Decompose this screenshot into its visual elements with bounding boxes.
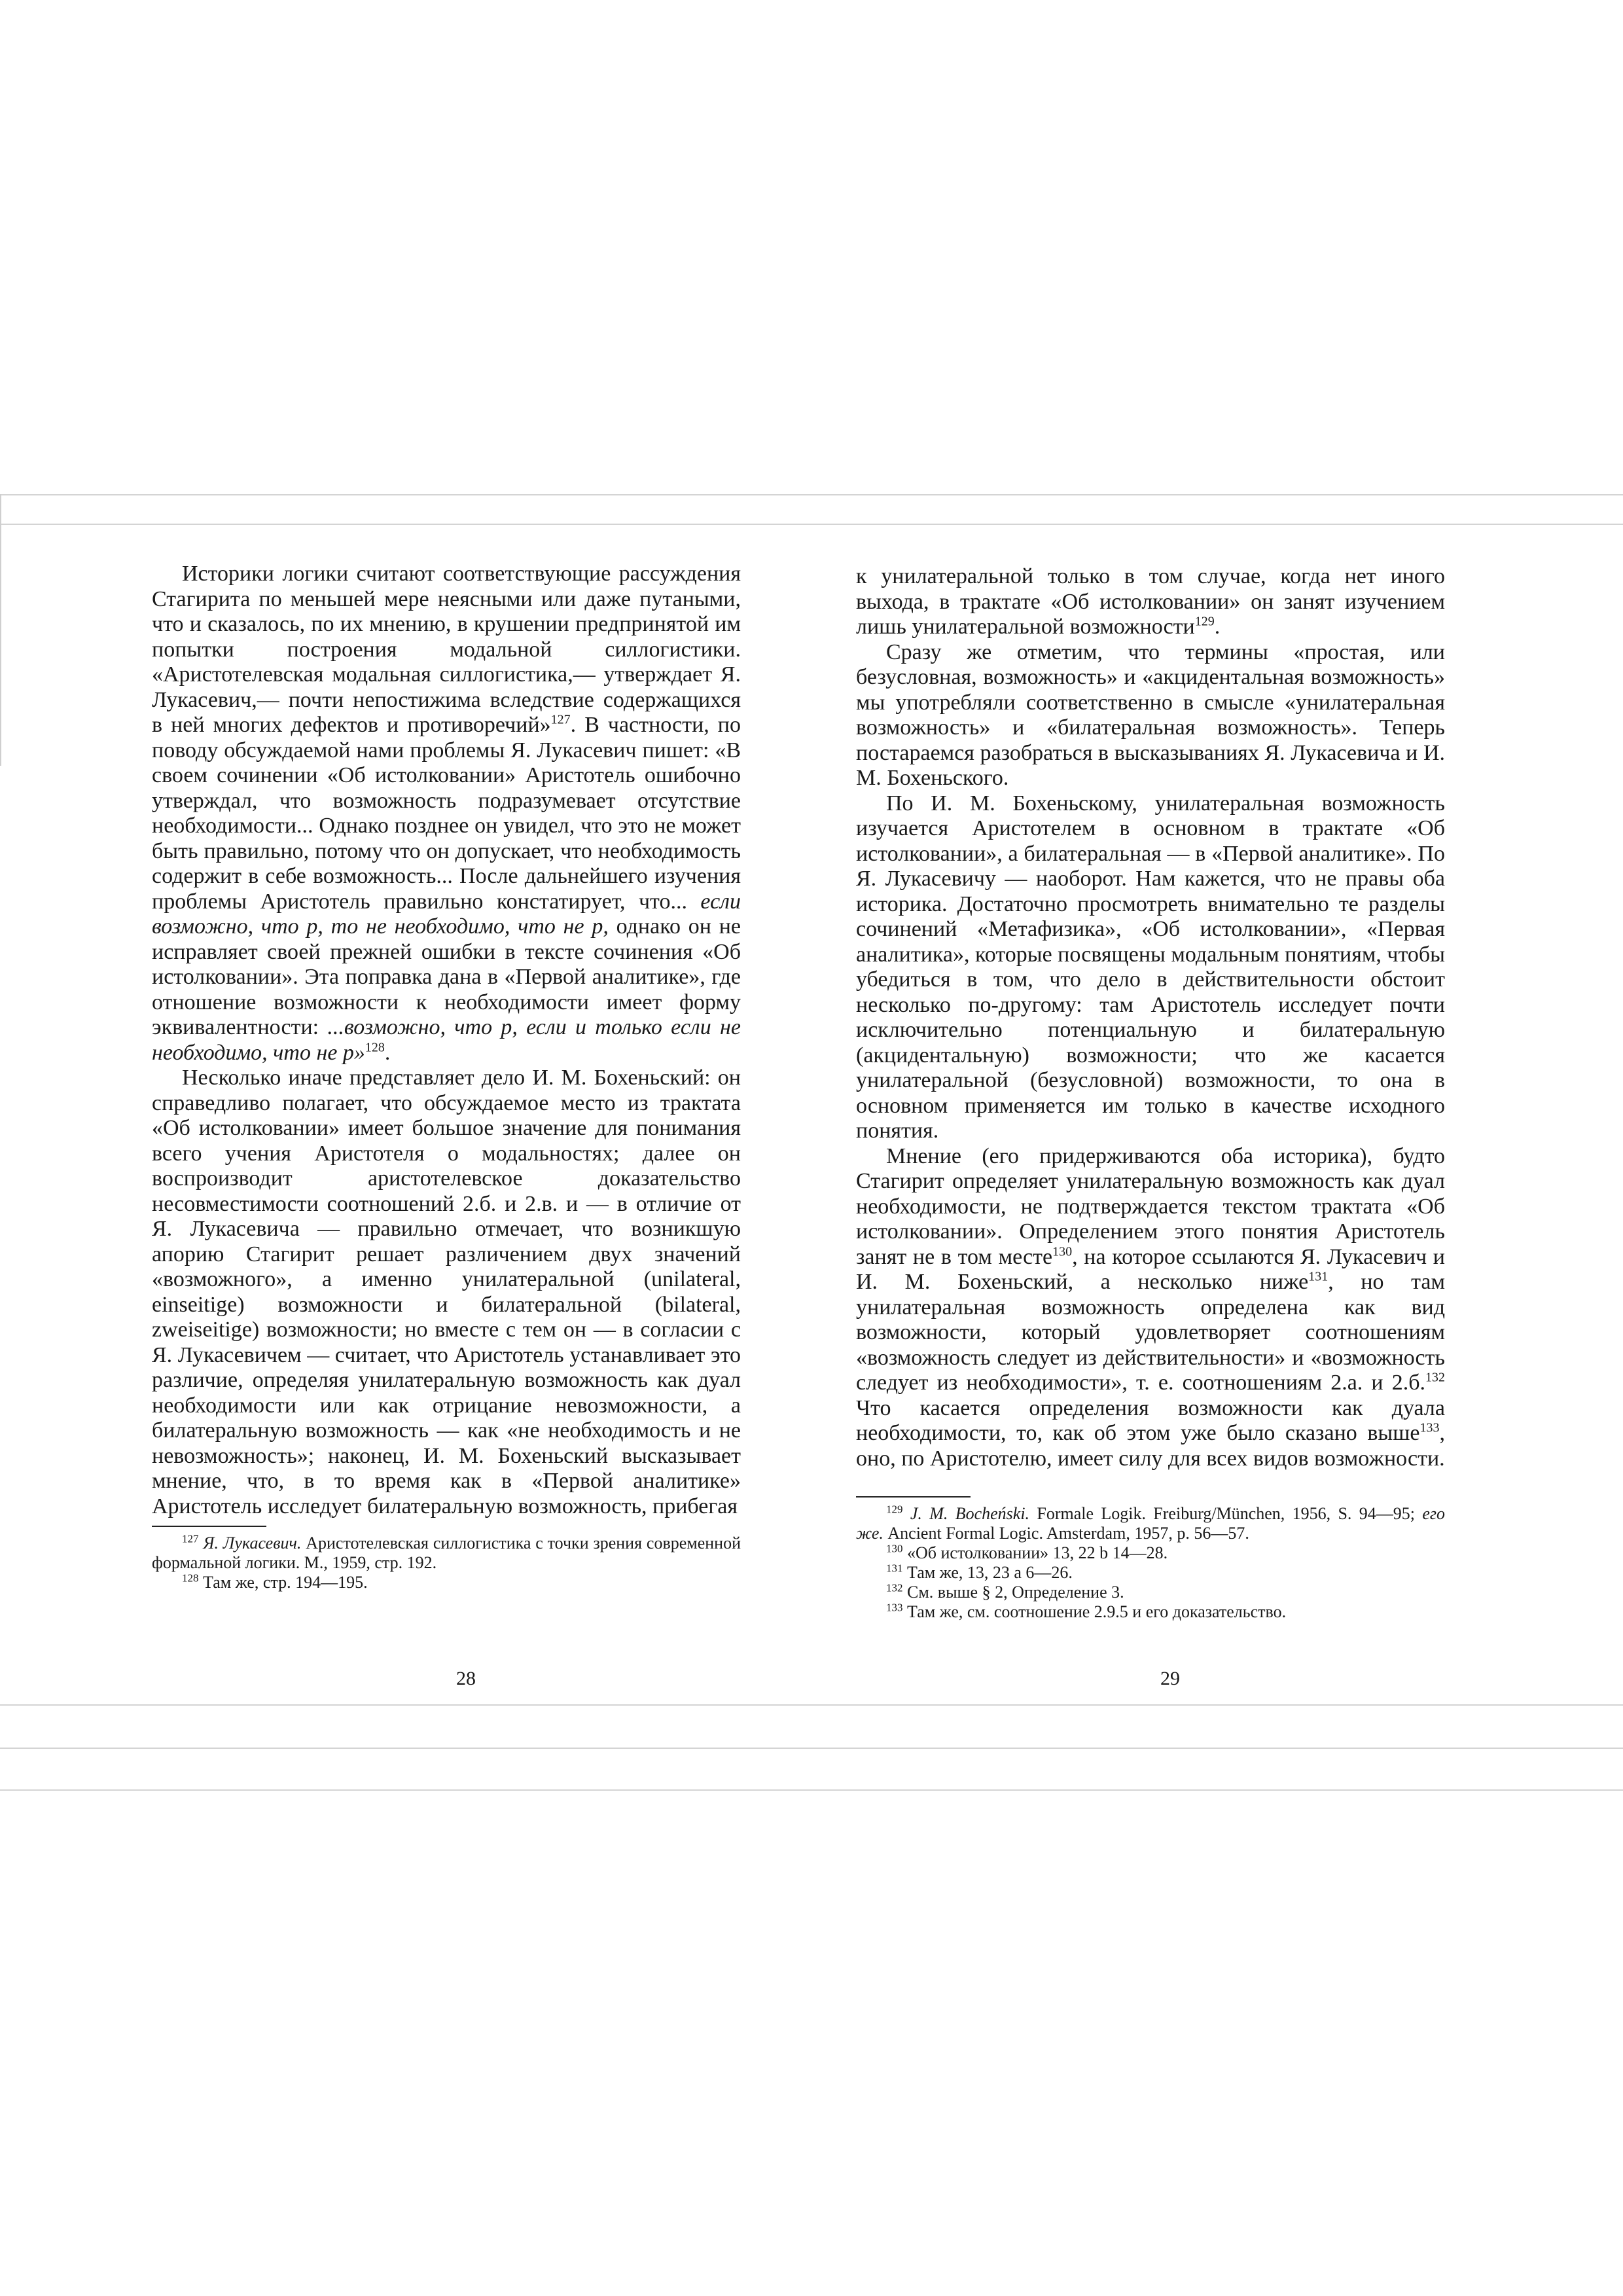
footnote-divider — [856, 1496, 971, 1498]
footnote: $^{131}$ Там же, 13, 23 a 6—26. — [886, 1562, 1073, 1582]
footnote: $^{130}$ «Об истолковании» 13, 22 b 14—28. — [886, 1542, 1168, 1562]
scan-guide-line — [0, 524, 1623, 525]
body-paragraph: Несколько иначе представляет дело И. М. Бохеньский: он справедливо полагает, что обсуждаемое место из трактата «Об истолковании» имеет большое значение для понимания всего учения Аристотеля о модальностях; далее он воспроизводит аристотелевское доказательство несовместимости соотношений 2.б. и 2.в. и — в отличие от Я. Лукасевича — правильно отмечает, что возникшую апорию Стагирит решает различением двух значений «возможного», а именно унилатеральной (unilateral, einseitige) возможности и билатеральной (bilateral, zweiseitige) возможности; но вместе с тем он — в согласии с Я. Лукасевичем — считает, что Аристотель устанавливает это различие, определяя унилатеральную возможность как дуал необходимости или как отрицание невозможности, а билатеральную возможность — как «не необходимость и не невозможность»; наконец, И. М. Бохеньский высказывает мнение, что, в то время как в «Первой аналитике» Аристотель исследует билатеральную возможность, прибегая — [152, 1066, 741, 1518]
scan-guide-line — [0, 494, 1623, 495]
scan-guide-line — [0, 1704, 1623, 1706]
page-number: 29 — [1160, 1668, 1180, 1689]
body-paragraph: Историки логики считают соответствующие рассуждения Стагирита по меньшей мере неясными или даже путаными, что и сказалось, по их мнению, в крушении предпринятой им попытки построения модальной силлогистики. «Аристотелевская модальная силлогистика,— утверждает Я. Лукасевич,— почти непостижима вследствие содержащихся в ней многих дефектов и противоречий»$^{127}$. В частности, по поводу обсуждаемой нами проблемы Я. Лукасевич пишет: «В своем сочинении «Об истолковании» Аристотель ошибочно утверждал, что возможность подразумевает отсутствие необходимости... Однако позднее он увидел, что это не может быть правильно, потому что он допускает, что необходимость содержит в себе возможность... После дальнейшего изучения проблемы Аристотель правильно констатирует, что... если возможно, что p, то не необходимо, что не p, однако он не исправляет своей прежней ошибки в тексте сочинения «Об истолковании». Эта поправка дана в «Первой аналитике», где отношение возможности к необходимости имеет форму эквивалентности: ...возможно, что p, если и только если не необходимо, что не p»$^{128}$. — [152, 562, 741, 1065]
body-paragraph: Сразу же отметим, что термины «простая, или безусловная, возможность» и «акцидентальная возможность» мы употребляли соответственно в смысле «унилатеральная возможность» и «билатеральная возможность». Теперь постараемся разобраться в высказываниях Я. Лукасевича и И. М. Бохеньского. — [856, 639, 1445, 790]
footnote: $^{129}$ J. M. Bocheński. Formale Logik. Freiburg/München, 1956, S. 94—95; его же. Ancient Formal Logic. Amsterdam, 1957, p. 56—57. — [856, 1503, 1446, 1543]
footnote: $^{128}$ Там же, стр. 194—195. — [182, 1571, 368, 1592]
body-paragraph: к унилатеральной только в том случае, когда нет иного выхода, в трактате «Об истолковании» он занят изучением лишь унилатеральной возможности$^{129}$. — [856, 564, 1445, 639]
left-page — [152, 562, 741, 1592]
body-paragraph: Мнение (его придерживаются оба историка), будто Стагирит определяет унилатеральную возможность как дуал необходимости, не подтверждается текстом трактата «Об истолковании». Определением этого понятия Аристотель занят не в том месте$^{130}$, на которое ссылаются Я. Лукасевич и И. М. Бохеньский, а несколько ниже$^{131}$, но там унилатеральная возможность определена как вид возможности, который удовлетворяет соотношениям «возможность следует из действительности» и «возможность следует из необходимости», т. е. соотношениям 2.а. и 2.б.$^{132}$ Что касается определения возможности как дуала необходимости, то, как об этом уже было сказано выше$^{133}$, оно, по Аристотелю, имеет силу для всех видов возможности. — [856, 1143, 1446, 1471]
footnote: $^{127}$ Я. Лукасевич. Аристотелевская силлогистика с точки зрения современной формальной логики. М., 1959, стр. 192. — [152, 1532, 741, 1572]
scan-guide-line — [0, 1789, 1623, 1791]
right-page — [856, 564, 1445, 1622]
footnote: $^{132}$ См. выше § 2, Определение 3. — [886, 1581, 1124, 1602]
scan-edge-line — [0, 494, 1, 766]
scan-guide-line — [0, 1748, 1623, 1749]
footnote: $^{133}$ Там же, см. соотношение 2.9.5 и его доказательство. — [886, 1601, 1287, 1621]
body-paragraph: По И. М. Бохеньскому, унилатеральная возможность изучается Аристотелем в основном в трактате «Об истолковании», а билатеральная — в «Первой аналитике». По Я. Лукасевичу — наоборот. Нам кажется, что не правы оба историка. Достаточно просмотреть внимательно те разделы сочинений «Метафизика», «Об истолковании», «Первая аналитика», которые посвящены модальным понятиям, чтобы убедиться в том, что дело в действительности обстоит несколько по-другому: там Аристотель исследует почти исключительно потенциальную и билатеральную (акцидентальную) возможности; что же касается унилатеральной (безусловной) возможности, то она в основном применяется им только в качестве исходного понятия. — [856, 791, 1446, 1143]
page-number: 28 — [456, 1668, 476, 1689]
footnote-divider — [152, 1526, 266, 1527]
